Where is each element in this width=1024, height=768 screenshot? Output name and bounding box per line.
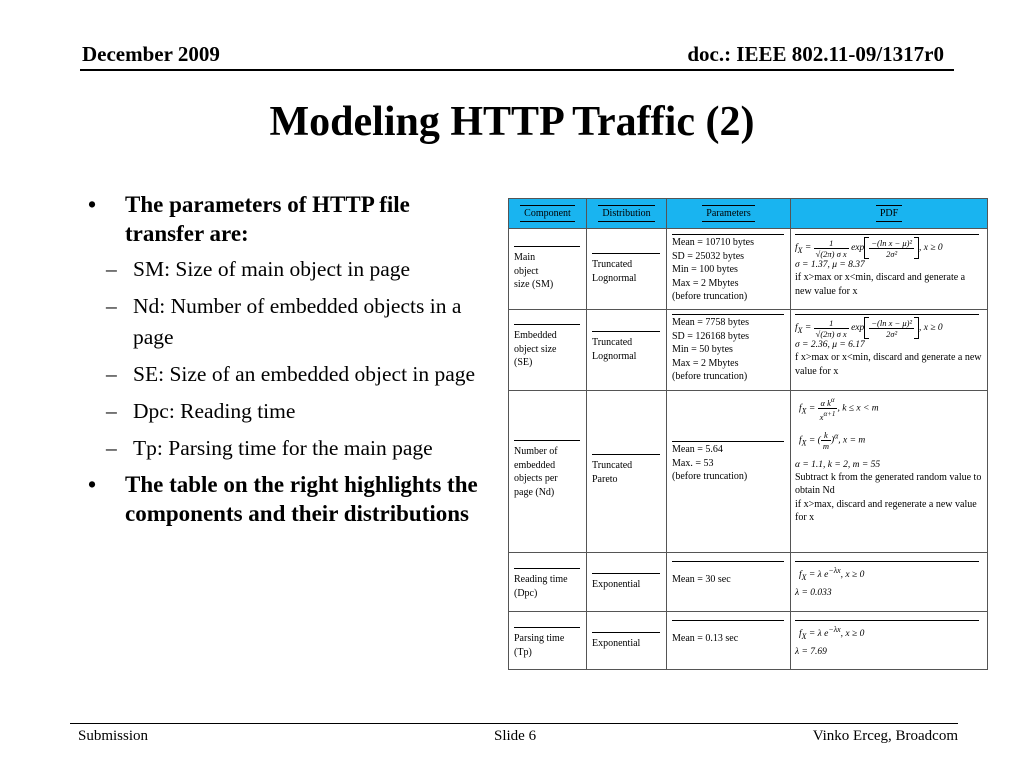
slide-title: Modeling HTTP Traffic (2)	[269, 99, 755, 145]
header-distribution: Distribution	[587, 199, 667, 229]
exponential-pdf-formula: $f_X = \lambda$ $e^{-\lambda x}$, x ≥ 0	[799, 625, 865, 642]
sub-bullet-dpc: – Dpc: Reading time	[106, 399, 296, 423]
sub-bullet-sm: – SM: Size of main object in page	[106, 257, 411, 281]
header-divider	[80, 69, 954, 71]
footer-divider	[70, 723, 958, 724]
lognormal-pdf-formula: $f_X$ = $\frac{1}{\text{√(2π) σ x}}$ exp $\frac{\text{−(ln x − μ)²}}{\text{2σ²}}$ , x ≥ 0	[795, 237, 943, 259]
footer-author: Vinko Erceg, Broadcom	[812, 728, 958, 744]
header-date: December 2009	[82, 42, 220, 66]
lognormal-pdf-formula: $f_X$ = $\frac{1}{\text{√(2π) σ x}}$ exp $\frac{\text{−(ln x − μ)²}}{\text{2σ²}}$ , x ≥ 0	[795, 317, 943, 339]
table-row: Parsing time (Tp) Exponential Mean = 0.13 sec $f_X = \lambda$ $e^{-\lambda x}$, x ≥ 0 λ = 7.69	[509, 612, 988, 670]
distribution-table	[508, 198, 988, 670]
header-parameters: Parameters	[667, 199, 791, 229]
bullet-list	[88, 190, 488, 534]
table-header-row	[509, 199, 988, 229]
header-doc-id: doc.: IEEE 802.11-09/1317r0	[687, 42, 944, 66]
pareto-pdf-formula-2: $f_X$ = ( $\frac{k}{m}$ )$^\alpha$, x = m	[799, 429, 866, 451]
header-component: Component	[509, 199, 587, 229]
sub-bullet-nd: – Nd: Number of embedded objects in a page	[106, 294, 462, 349]
table-row: Main object size (SM) Truncated Lognormal Mean = 10710 bytes SD = 25032 bytes Min = 100 bytes Max = 2 Mbytes (before truncation) $f_X$ = $\frac{1}{\text{√(2π) σ x}}$ exp $\frac{\text{−(ln x − μ)²}}{\text{2σ²}}$ , x ≥ 0 σ = 1.37, μ = 8.37 if x>max or x<min, discard and generate a new value for x	[509, 229, 988, 310]
footer-submission: Submission	[78, 728, 149, 744]
sub-bullet-tp: – Tp: Parsing time for the main page	[106, 436, 433, 460]
table-row: Embedded object size (SE) Truncated Lognormal Mean = 7758 bytes SD = 126168 bytes Min = 50 bytes Max = 2 Mbytes (before truncation) $f_X$ = $\frac{1}{\text{√(2π) σ x}}$ exp $\frac{\text{−(ln x − μ)²}}{\text{2σ²}}$ , x ≥ 0 σ = 2.36, μ = 6.17 f x>max or x<min, discard and generate a new value for x	[509, 310, 988, 391]
table-row: Reading time (Dpc) Exponential Mean = 30 sec $f_X = \lambda$ $e^{-\lambda x}$, x ≥ 0 λ = 0.033	[509, 553, 988, 612]
pareto-pdf-formula-1: $f_X$ = $\frac{\alpha k^\alpha}{x^{\alpha+1}}$ , k ≤ x < m	[799, 396, 879, 422]
sub-bullet-se: – SE: Size of an embedded object in page	[106, 362, 476, 386]
table-row: Number of embedded objects per page (Nd) Truncated Pareto Mean = 5.64 Max. = 53 (before truncation) $f_X$ = $\frac{\alpha k^\alpha}{x^{\alpha+1}}$ , k ≤ x < m $f_X$ = ( $\frac{k}{m}$ )$^\alpha$, x = m α = 1.1, k = 2, m = 55 Subtract k from the generated random value to obtain Nd if x>max, discard and regenerate a new value for x	[509, 391, 988, 553]
header-pdf: PDF	[791, 199, 988, 229]
exponential-pdf-formula: $f_X = \lambda$ $e^{-\lambda x}$, x ≥ 0	[799, 566, 865, 583]
bullet-parameters: • The parameters of HTTP file transfer are:	[88, 192, 410, 246]
footer-slide-number: Slide 6	[494, 728, 537, 744]
bullet-table-note: • The table on the right highlights the components and their distributions	[88, 472, 478, 526]
